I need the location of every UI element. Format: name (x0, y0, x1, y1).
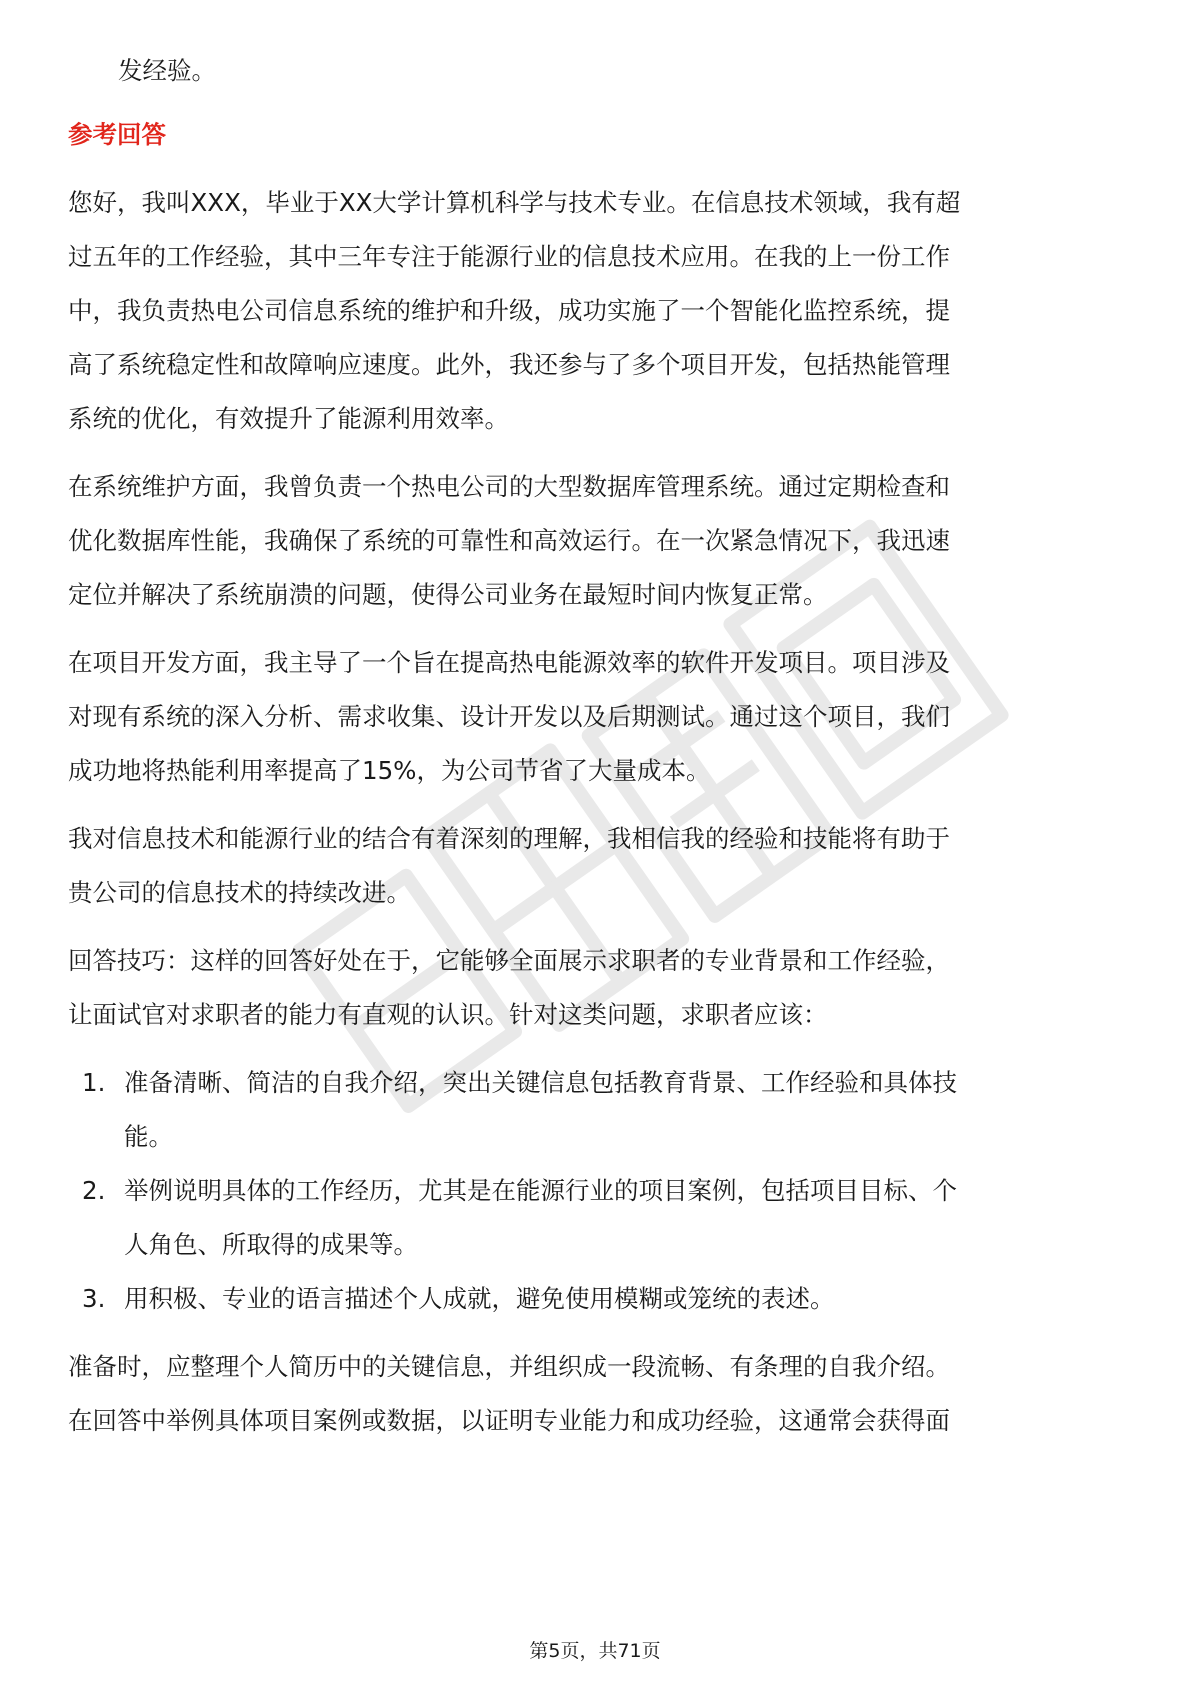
paragraph-closing (68, 1340, 1130, 1448)
list-number: 1. (82, 1068, 106, 1097)
text-line: 我对信息技术和能源行业的结合有着深刻的理解，我相信我的经验和技能将有助于 (68, 824, 950, 853)
text-line: 让面试官对求职者的能力有直观的认识。针对这类问题，求职者应该： (68, 1000, 828, 1029)
numbered-list (68, 1056, 1130, 1326)
list-item-line: 举例说明具体的工作经历，尤其是在能源行业的项目案例，包括项目目标、个 (124, 1176, 957, 1205)
document-body (68, 44, 1130, 1448)
continued-text: 发经验。 (118, 56, 216, 85)
list-item-line: 用积极、专业的语言描述个人成就，避免使用模糊或笼统的表述。 (124, 1284, 835, 1313)
text-line: 中，我负责热电公司信息系统的维护和升级，成功实施了一个智能化监控系统，提 (68, 296, 950, 325)
paragraph-tips (68, 934, 1130, 1042)
text-line: 成功地将热能利用率提高了15%，为公司节省了大量成本。 (68, 756, 711, 785)
paragraph-project (68, 636, 1130, 798)
text-line: 您好，我叫XXX，毕业于XX大学计算机科学与技术专业。在信息技术领域，我有超 (68, 188, 961, 217)
text-line: 在项目开发方面，我主导了一个旨在提高热电能源效率的软件开发项目。项目涉及 (68, 648, 950, 677)
text-line: 系统的优化，有效提升了能源利用效率。 (68, 404, 509, 433)
list-item-line: 准备清晰、简洁的自我介绍，突出关键信息包括教育背景、工作经验和具体技 (124, 1068, 957, 1097)
list-number: 2. (82, 1176, 106, 1205)
text-line: 在回答中举例具体项目案例或数据，以证明专业能力和成功经验，这通常会获得面 (68, 1406, 950, 1435)
text-line: 高了系统稳定性和故障响应速度。此外，我还参与了多个项目开发，包括热能管理 (68, 350, 950, 379)
text-line: 准备时，应整理个人简历中的关键信息，并组织成一段流畅、有条理的自我介绍。 (68, 1352, 950, 1381)
list-item-line: 人角色、所取得的成果等。 (124, 1230, 418, 1259)
list-item (68, 1272, 1130, 1326)
list-item (68, 1056, 1130, 1164)
list-item (68, 1164, 1130, 1272)
section-heading: 参考回答 (68, 120, 166, 149)
paragraph-maintenance (68, 460, 1130, 622)
text-line: 贵公司的信息技术的持续改进。 (68, 878, 411, 907)
text-line: 回答技巧：这样的回答好处在于，它能够全面展示求职者的专业背景和工作经验， (68, 946, 950, 975)
paragraph-understanding (68, 812, 1130, 920)
text-line: 对现有系统的深入分析、需求收集、设计开发以及后期测试。通过这个项目，我们 (68, 702, 950, 731)
text-line: 在系统维护方面，我曾负责一个热电公司的大型数据库管理系统。通过定期检查和 (68, 472, 950, 501)
page-number: 第5页，共71页 (529, 1640, 661, 1662)
text-line: 定位并解决了系统崩溃的问题，使得公司业务在最短时间内恢复正常。 (68, 580, 828, 609)
list-item-line: 能。 (124, 1122, 173, 1151)
text-line: 优化数据库性能，我确保了系统的可靠性和高效运行。在一次紧急情况下，我迅速 (68, 526, 950, 555)
text-line: 过五年的工作经验，其中三年专注于能源行业的信息技术应用。在我的上一份工作 (68, 242, 950, 271)
list-number: 3. (82, 1284, 106, 1313)
paragraph-intro (68, 176, 1130, 446)
